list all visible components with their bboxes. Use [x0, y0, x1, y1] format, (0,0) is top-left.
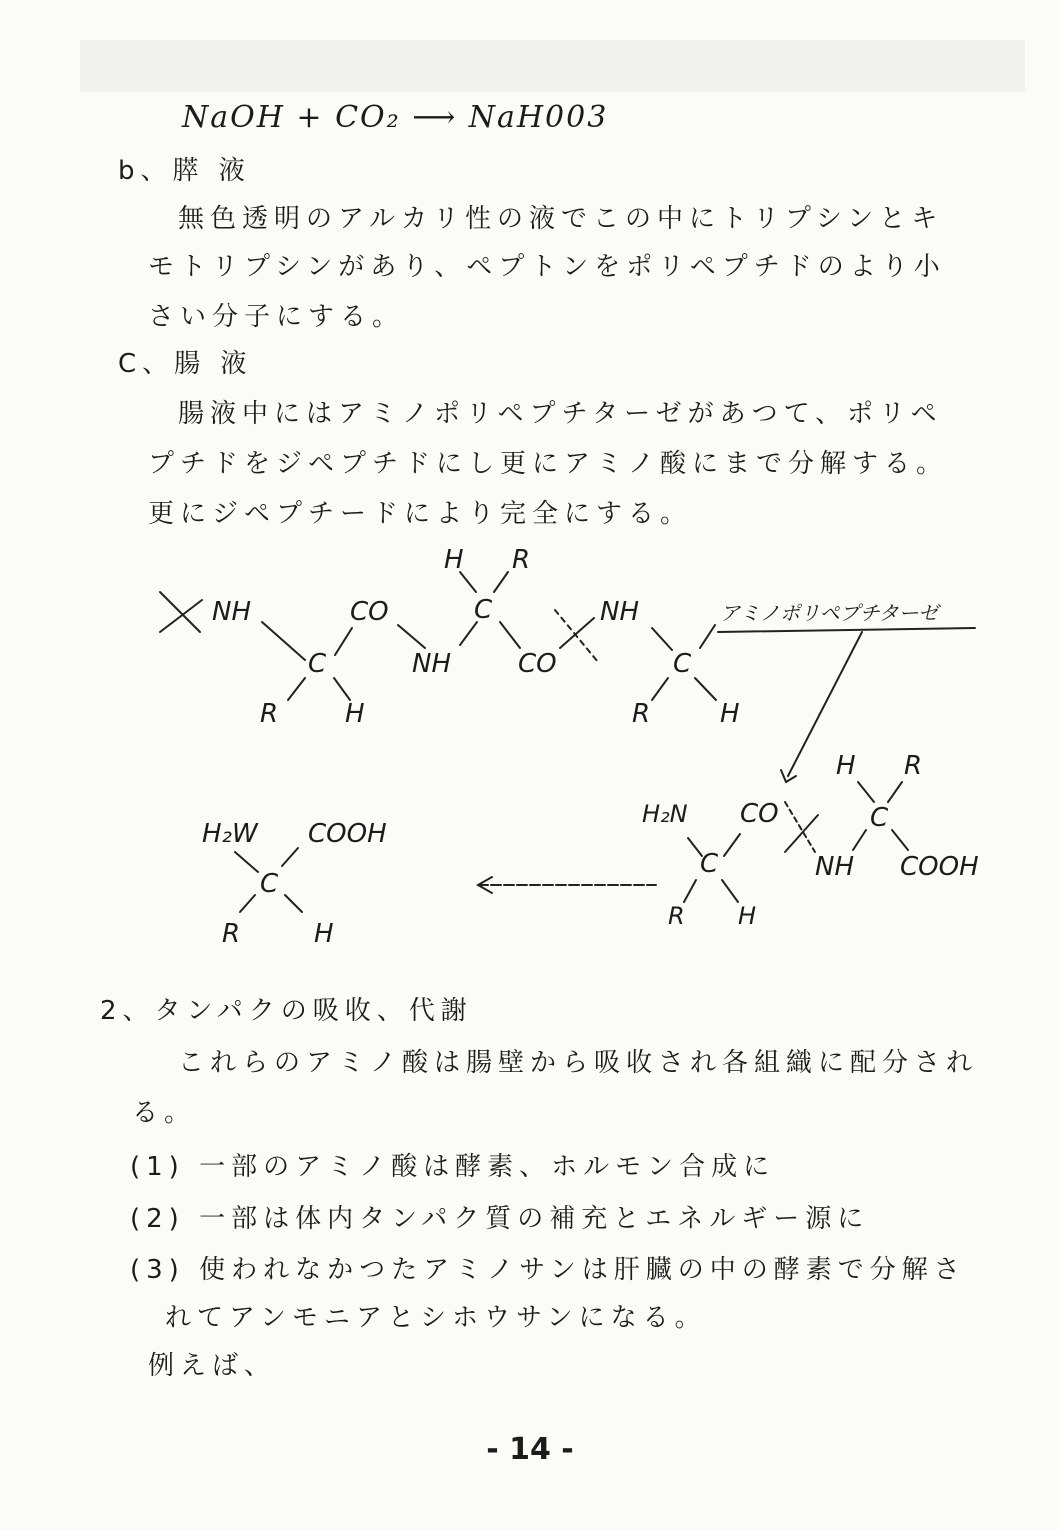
text-line: 腸液中にはアミノポリペプチターゼがあつて、ポリペ [178, 399, 943, 429]
text-line: これらのアミノ酸は腸壁から吸收され各組織に配分され [178, 1048, 979, 1078]
bond [335, 628, 352, 655]
chem-label: H [444, 545, 464, 575]
list-item-continuation: れてアンモニアとシホウサンになる。 [165, 1303, 707, 1333]
heading-pancreatic-juice: b、膵 液 [118, 156, 251, 186]
bond [695, 678, 716, 700]
bond [288, 678, 305, 700]
bond [652, 678, 668, 700]
list-item: (2) 一部は体内タンパク質の補充とエネルギー源に [130, 1204, 870, 1234]
chem-label: CO [740, 799, 779, 829]
bond [722, 880, 738, 902]
text-line: モトリプシンがあり、ペプトンをポリペプチドのより小 [148, 252, 946, 282]
chem-label: R [904, 751, 923, 781]
chem-label: COOH [900, 852, 979, 882]
bond [285, 895, 302, 912]
chem-label: R [668, 902, 685, 930]
chem-label: C [673, 649, 692, 679]
bond [282, 848, 298, 866]
chem-label: H [738, 902, 757, 930]
bond [334, 678, 350, 700]
bond [235, 852, 258, 872]
bond [724, 834, 740, 856]
bond [853, 830, 866, 850]
enzyme-underline [718, 628, 975, 632]
chem-label: C [308, 649, 327, 679]
bond [700, 625, 715, 648]
cleavage-mark [785, 815, 818, 852]
chem-label: C [700, 849, 719, 879]
bond [858, 782, 874, 802]
bond [500, 622, 520, 648]
chem-label: CO [518, 649, 557, 679]
chem-label: NH [815, 852, 854, 882]
bond [240, 895, 255, 912]
chem-label: CO [350, 597, 389, 627]
chem-label: C [260, 869, 279, 899]
chem-label: R [222, 919, 241, 949]
chem-label: H [345, 699, 365, 729]
chem-label: C [870, 803, 889, 833]
heading-intestinal-juice: C、腸 液 [118, 349, 253, 379]
text-line: 更にジペプチードにより完全にする。 [148, 499, 693, 529]
chem-label: NH [412, 649, 451, 679]
bond [262, 622, 305, 660]
chem-label: R [260, 699, 279, 729]
list-item: (1) 一部のアミノ酸は酵素、ホルモン合成に [130, 1152, 776, 1182]
cleavage-mark [560, 618, 594, 648]
enzyme-label: アミノポリペプチターゼ [720, 601, 939, 625]
text-line: プチドをジペプチドにし更にアミノ酸にまで分解する。 [148, 449, 949, 479]
chem-label: H₂W [202, 819, 258, 849]
bond [460, 622, 477, 645]
bond [892, 830, 908, 850]
text-line: る。 [132, 1098, 197, 1128]
bond [460, 572, 476, 592]
chemical-equation: NaOH + CO₂ ⟶ NaH003 [182, 100, 609, 135]
text-line: さい分子にする。 [148, 302, 405, 332]
chem-label: H [836, 751, 856, 781]
list-item: (3) 使われなかつたアミノサンは肝臓の中の酵素で分解さ [130, 1255, 966, 1285]
page-number: - 14 - [486, 1432, 574, 1467]
chem-label: NH [212, 597, 251, 627]
chem-label: R [512, 545, 531, 575]
chem-label: H₂N [642, 800, 688, 828]
bond [652, 628, 672, 650]
cleavage-mark [555, 610, 598, 662]
chem-label: R [632, 699, 651, 729]
chem-label: H [720, 699, 740, 729]
chem-label: H [314, 919, 334, 949]
example-label: 例えば、 [148, 1351, 277, 1381]
chem-label: COOH [308, 819, 387, 849]
heading-protein-absorption: 2、タンパクの吸收、代謝 [100, 996, 473, 1026]
bond [494, 572, 508, 592]
bond [398, 625, 425, 648]
bond [888, 782, 902, 802]
text-line: 無色透明のアルカリ性の液でこの中にトリプシンとキ [178, 204, 944, 234]
chem-label: NH [600, 597, 639, 627]
cleavage-mark [785, 802, 815, 852]
chem-label: C [474, 595, 493, 625]
bond [684, 880, 696, 902]
cleavage-mark [160, 592, 200, 632]
